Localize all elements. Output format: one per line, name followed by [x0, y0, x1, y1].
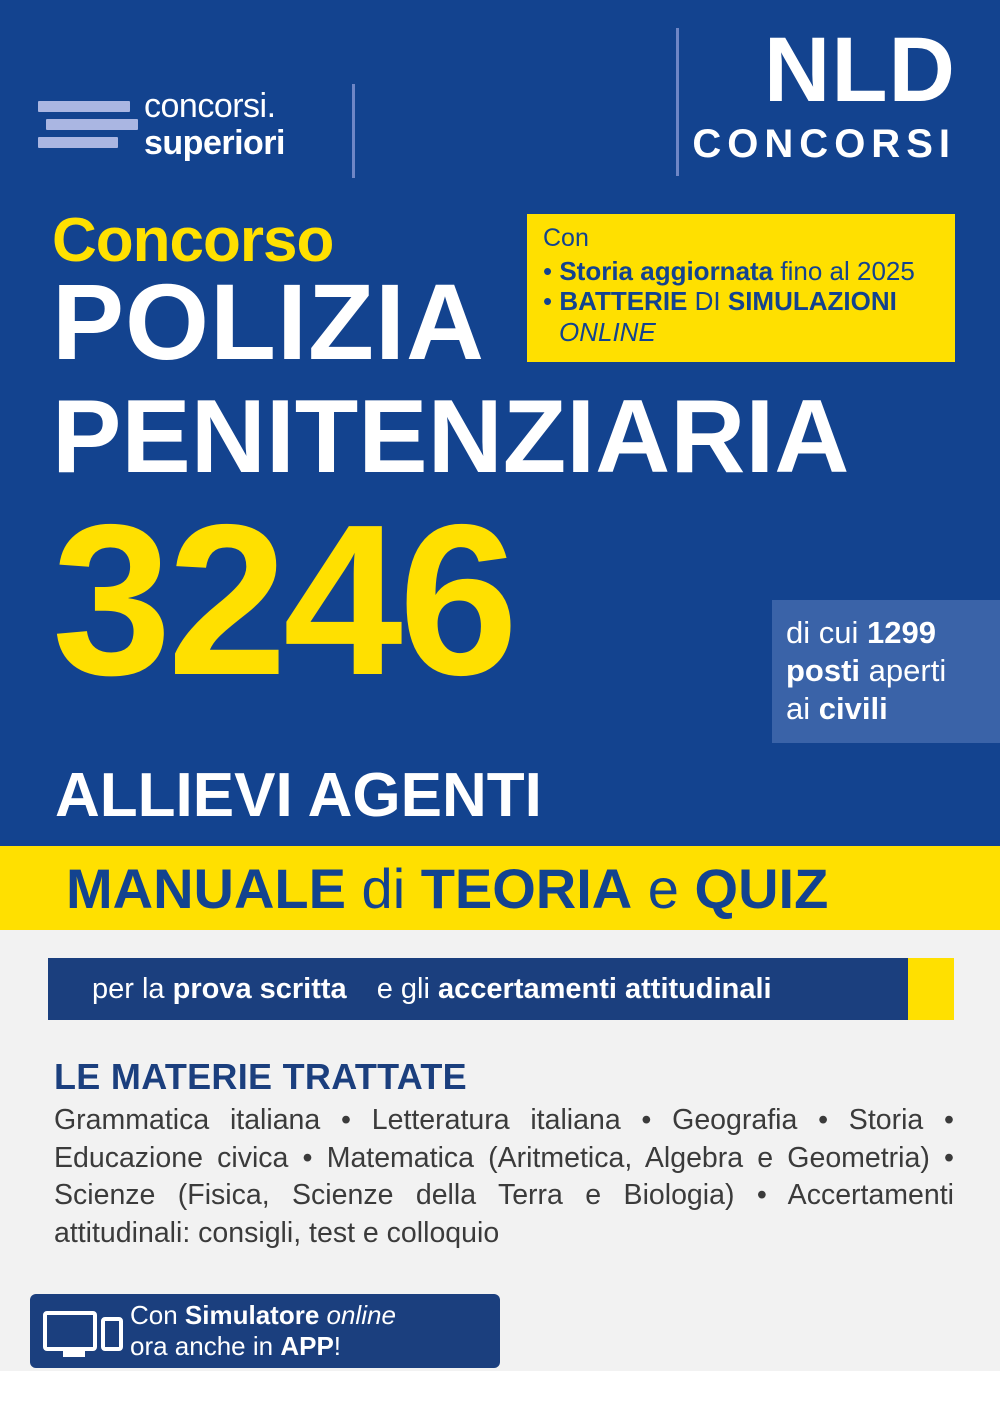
publisher-logo — [38, 88, 285, 161]
role-title: ALLIEVI AGENTI — [55, 761, 542, 830]
features-badge-label: Con — [543, 224, 589, 252]
publisher-logo-line1: concorsi. — [144, 87, 276, 125]
subtitle-bar — [48, 958, 908, 1020]
features-item-1: • Storia aggiornata fino al 2025 — [543, 256, 941, 287]
title-line-1: POLIZIA — [52, 261, 485, 382]
publisher-logo-line2: superiori — [144, 123, 285, 162]
simulator-badge-line2: ora anche in APP! — [130, 1331, 342, 1361]
civil-positions-line2: posti aperti — [786, 652, 947, 688]
simulator-badge-text — [130, 1300, 396, 1362]
simulator-badge — [30, 1294, 500, 1368]
subtitle-bar-accent — [48, 958, 954, 1020]
imprint-mark — [692, 19, 956, 121]
civil-positions-line1: di cui 1299 — [786, 615, 936, 650]
imprint-sub: CONCORSI — [692, 122, 956, 166]
header-divider-right — [676, 28, 679, 176]
logo-bars-icon — [38, 101, 130, 148]
imprint-logo — [692, 19, 956, 167]
features-list — [543, 256, 941, 348]
monitor-icon — [43, 1311, 97, 1351]
cover-header — [0, 0, 1000, 196]
format-strip — [0, 846, 1000, 930]
imprint-mark-text: NLD — [763, 19, 956, 121]
subtitle-bar-text: per la prova scritta e gli accertamenti attitudinali — [92, 972, 772, 1005]
features-badge — [527, 214, 955, 362]
simulator-badge-line1: Con Simulatore online — [130, 1299, 396, 1330]
positions-number: 3246 — [52, 479, 515, 720]
civil-positions-box — [772, 600, 1000, 743]
format-strip-text: MANUALE di TEORIA e QUIZ — [66, 856, 829, 920]
title-kicker: Concorso — [52, 206, 334, 275]
publisher-logo-text — [144, 88, 285, 161]
smartphone-icon — [101, 1317, 123, 1351]
device-icons — [36, 1311, 130, 1351]
subjects-list: Grammatica italiana • Letteratura italiana • Geografia • Storia • Educazione civica • Matematica (Aritmetica, Algebra e Geometria) • Scienze (Fisica, Scienze della Terra e Biologia) • Accertamenti attitudinali: consigli, test e colloquio — [54, 1104, 954, 1249]
subjects-heading: LE MATERIE TRATTATE — [54, 1056, 467, 1097]
features-item-2: • BATTERIE DI SIMULAZIONI ONLINE — [543, 286, 941, 347]
header-divider-left — [352, 84, 355, 178]
bottom-margin — [0, 1371, 1000, 1403]
civil-positions-line3: ai civili — [786, 690, 888, 726]
title-line-2: PENITENZIARIA — [52, 379, 850, 495]
